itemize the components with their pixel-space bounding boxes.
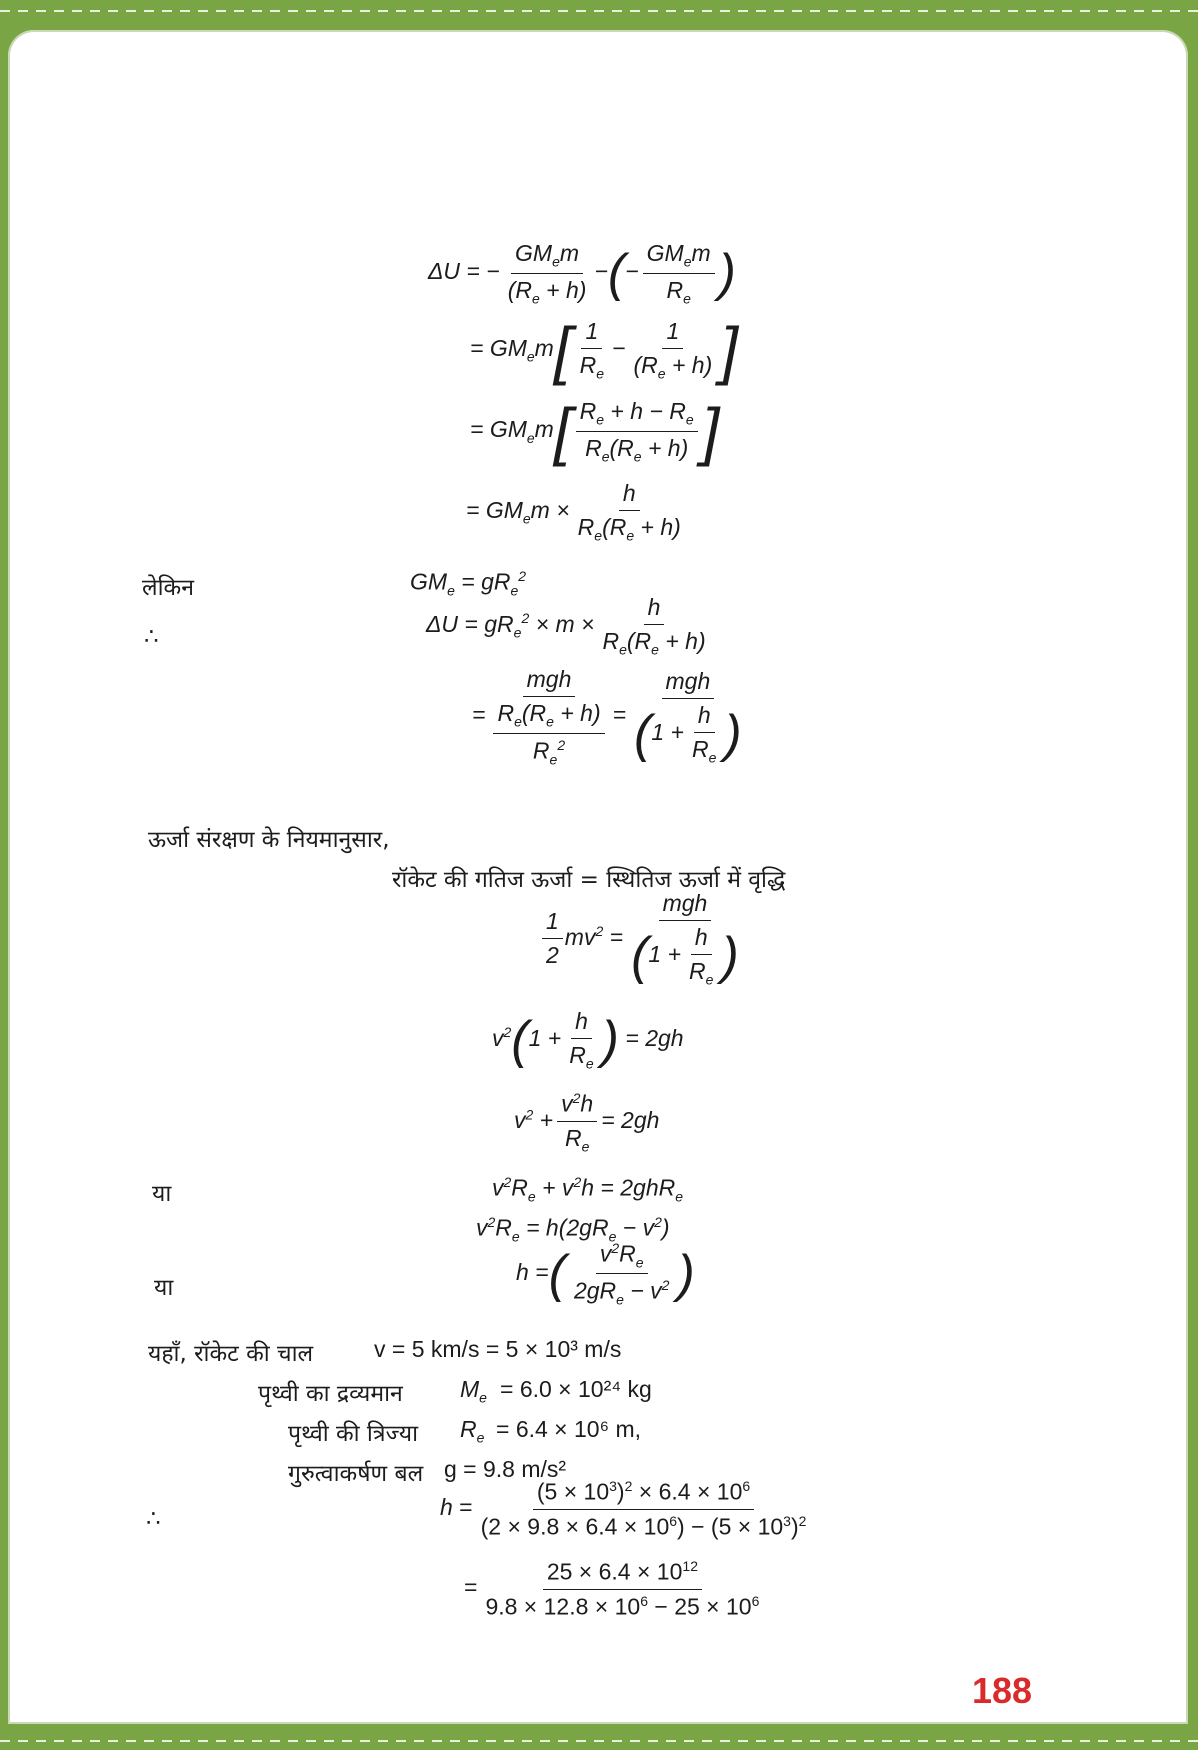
- equation-v2-2: $v^2$ + $\frac{v^2h}{R_e}$ = 2gh: [514, 1090, 660, 1155]
- equation-step-2: = $GM_em$[ $\frac{1}{R_e}$ − $\frac{1}{(R_e + h)}$ ]: [470, 314, 739, 386]
- value-mass: = 6.0 × 10²⁴ kg: [500, 1376, 652, 1402]
- therefore-symbol: ∴: [144, 624, 159, 650]
- therefore-symbol-2: ∴: [146, 1506, 161, 1532]
- label-mass: पृथ्वी का द्रव्यमान: [258, 1381, 403, 1407]
- equation-v2-4: $v^2R_e = h(2gR_e - v^2)$: [476, 1214, 670, 1245]
- label-radius: पृथ्वी की त्रिज्या: [288, 1421, 419, 1447]
- label-rocket-energy: रॉकेट की गतिज ऊर्जा = स्थितिज ऊर्जा में वृद्धि: [392, 867, 786, 893]
- page-sheet: [8, 30, 1188, 1724]
- equation-mgh: = $\frac{\text{mgh}}{\frac{R_e(R_e + h)}{R_e^2}}$ = mgh (1 + $\frac{h}{R_e}$ ): [472, 666, 742, 767]
- value-speed: v = 5 km/s = 5 × 10³ m/s: [374, 1336, 622, 1362]
- value-radius: = 6.4 × 10⁶ m,: [496, 1416, 641, 1442]
- top-dashed-border: [0, 4, 1198, 18]
- symbol-re: $R_e$: [460, 1416, 485, 1446]
- equation-step-3: = $GM_em$[ $\frac{R_e + h - R_e}{R_e(R_e + h)}$ ]: [470, 395, 720, 468]
- equation-delta-u: ΔU = − $\frac{GM_em}{(R_e + h)}$ −(− $\frac{GM_em}{R_e}$ ): [428, 240, 736, 307]
- equation-step-4: = $GM_em$ × $\frac{h}{R_e(R_e + h)}$: [466, 480, 681, 544]
- equation-h-numeric: h = $\frac{(5 \times 10^3)^2 \times 6.4 \times 10^6}{(2 \times 9.8 \times 6.4 \times 10^6) - (5 \times 10^3)^2}$: [440, 1478, 807, 1540]
- equation-delta-u-2: $\Delta U = gR_e^2 \times m$ × $\frac{h}{R_e(R_e + h)}$: [426, 594, 706, 658]
- bottom-dashed-border: [0, 1734, 1198, 1748]
- equation-gme: $GM_e = gR_e^2$: [410, 568, 527, 599]
- label-lekin: लेकिन: [142, 575, 194, 601]
- equation-h: h =( $\frac{v^2R_e}{2gR_e - v^2}$ ): [516, 1240, 695, 1308]
- label-ya-2: या: [154, 1275, 174, 1301]
- equation-v2-1: $v^2(1$ + $\frac{h}{R_e}$ ) = 2gh: [492, 1008, 684, 1072]
- value-gravity: g = 9.8 m/s²: [444, 1456, 567, 1482]
- page-number: 188: [972, 1670, 1033, 1711]
- equation-h-numeric-2: = $\frac{25 \times 6.4 \times 10^{12}}{9.8 \times 12.8 \times 10^6 - 25 \times 10^6}$: [464, 1558, 760, 1620]
- equation-kinetic: $\frac{1}{2}$ $mv^2$ = mgh (1 + $\frac{h}{R_e}$ ): [540, 890, 747, 988]
- symbol-me: $M_e$: [460, 1376, 487, 1406]
- label-ya-1: या: [152, 1181, 172, 1207]
- label-gravity: गुरुत्वाकर्षण बल: [288, 1461, 424, 1487]
- label-urja-sanrakshan: ऊर्जा संरक्षण के नियमानुसार,: [148, 827, 390, 853]
- label-yahan: यहाँ, रॉकेट की चाल: [148, 1341, 314, 1367]
- equation-v2-3: $v^2R_e + v^2h = 2ghR_e$: [492, 1174, 684, 1205]
